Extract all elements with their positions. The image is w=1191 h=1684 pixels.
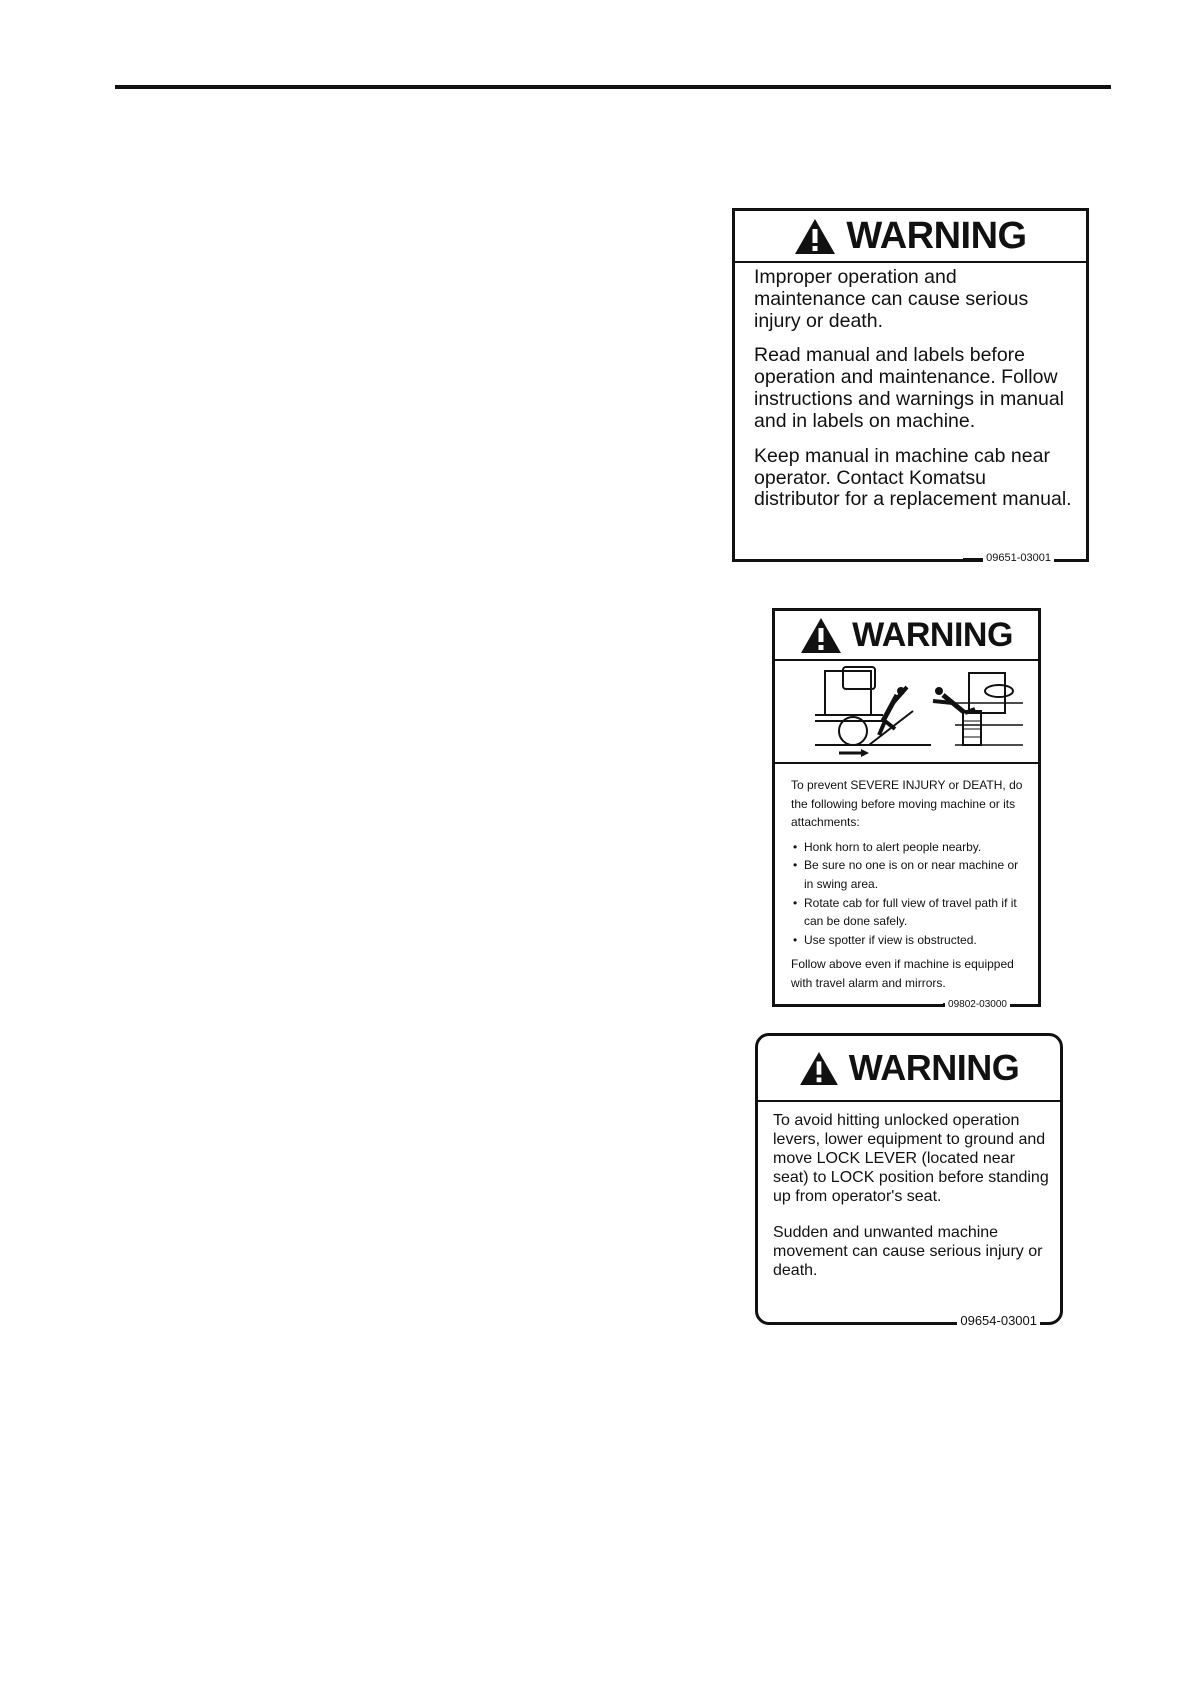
list-item: • Rotate cab for full view of travel path if it can be done safely.	[791, 894, 1028, 931]
warning-triangle-icon	[794, 218, 836, 255]
warning-heading: WARNING	[848, 1047, 1020, 1088]
part-number: 09802-03000	[945, 999, 1010, 1010]
warning-text: Keep manual in machine cab near operator. Contact Komatsu distributor for a replacement manual.	[754, 444, 1072, 511]
warning-heading: WARNING	[852, 615, 1013, 654]
warning-text: Improper operation and maintenance can cause serious injury or death.	[754, 266, 1029, 332]
warning-label-travel	[772, 608, 1041, 1010]
warning-text: Read manual and labels before operation and maintenance. Follow instructions and warnings in manual and in labels on machine.	[754, 344, 1065, 432]
warning-header	[758, 1036, 1060, 1102]
warning-text: Sudden and unwanted machine movement can cause serious injury or death.	[773, 1224, 1043, 1280]
swing-crush-hazard-icon	[925, 663, 1025, 759]
warning-heading: WARNING	[846, 214, 1027, 257]
warning-label-manual	[732, 208, 1089, 562]
travel-crush-hazard-icon	[813, 663, 933, 759]
warning-text: To avoid hitting unlocked operation levers, lower equipment to ground and move LOCK LEVER (located near seat) to LOCK position before standing up from operator's seat.	[773, 1112, 1049, 1205]
part-number: 09651-03001	[983, 552, 1054, 564]
hazard-pictograms	[775, 661, 1038, 764]
warning-triangle-icon	[800, 617, 842, 654]
warning-header	[775, 611, 1038, 661]
header-rule	[115, 85, 1111, 89]
warning-header	[735, 211, 1086, 263]
list-item: • Use spotter if view is obstructed.	[791, 931, 1028, 950]
list-item: • Honk horn to alert people nearby.	[791, 838, 1028, 857]
warning-closing: Follow above even if machine is equipped with travel alarm and mirrors.	[791, 957, 1014, 990]
warning-intro: To prevent SEVERE INJURY or DEATH, do the following before moving machine or its attachments:	[791, 778, 1023, 830]
list-item: • Be sure no one is on or near machine or in swing area.	[791, 856, 1028, 893]
warning-label-lock-lever	[755, 1033, 1063, 1328]
warning-triangle-icon	[799, 1051, 839, 1086]
warning-list	[791, 838, 1028, 950]
part-number: 09654-03001	[957, 1313, 1040, 1328]
